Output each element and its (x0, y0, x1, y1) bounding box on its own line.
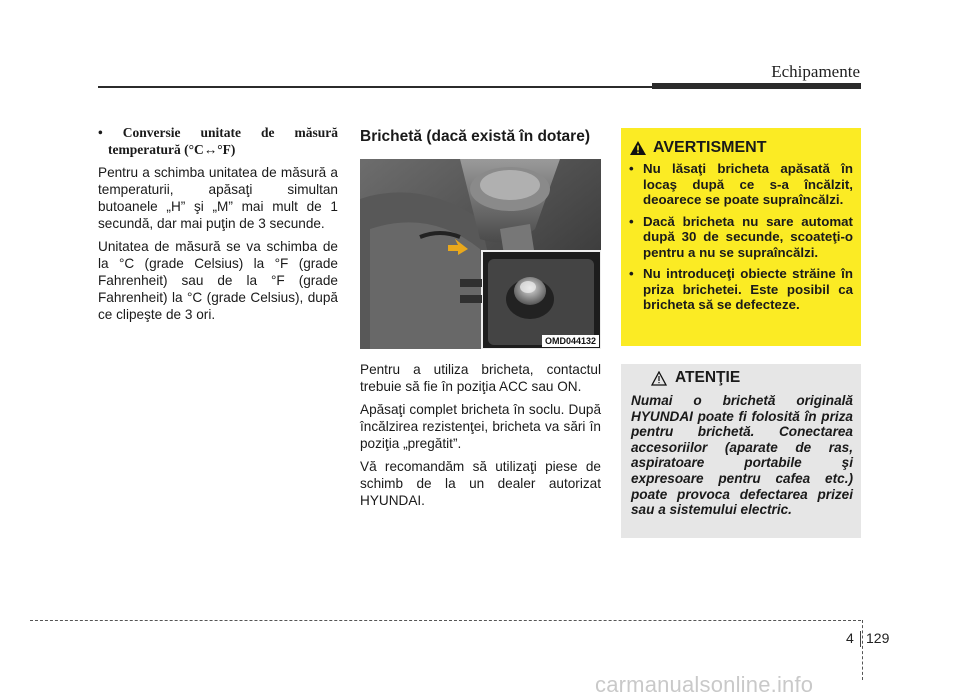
header-rule (98, 86, 861, 88)
page-number: 129 (866, 630, 890, 646)
warning-item-text: Dacă bricheta nu sare automat după 30 de secunde, scoateţi-o pentru a nu se supraîncălzi. (643, 213, 853, 260)
paragraph: Apăsaţi complet bricheta în soclu. După încălzirea rezistenţei, bricheta va sări în poziţia „pregătit”. (360, 402, 601, 451)
bullet: • (629, 266, 634, 281)
warning-item (629, 266, 853, 313)
watermark: carmanualsonline.info (595, 672, 814, 697)
cigarette-lighter-photo (360, 159, 601, 349)
caution-heading (631, 369, 853, 387)
left-column (98, 124, 338, 329)
warning-heading (629, 139, 853, 157)
warning-title: AVERTISMENT (653, 139, 767, 156)
section-heading: Brichetă (dacă există în dotare) (360, 128, 590, 145)
footer-rule (30, 620, 861, 621)
warning-triangle-icon (629, 140, 647, 156)
section-title: Echipamente (771, 62, 860, 81)
bullet-heading: • Conversie unitate de măsură (98, 125, 338, 140)
warning-item (629, 214, 853, 261)
caution-box (621, 364, 861, 538)
page-number-separator (860, 631, 861, 647)
warning-item (629, 161, 853, 208)
footer-divider (862, 620, 863, 680)
caution-title: ATENŢIE (675, 369, 741, 386)
warning-item-text: Nu introduceţi obiecte străine în priza brichetei. Este posibil ca bricheta să se defecteze. (643, 266, 853, 312)
chapter-number: 4 (846, 630, 854, 646)
paragraph: Vă recomandăm să utilizaţi piese de schimb de la un dealer autorizat HYUNDAI. (360, 459, 601, 508)
console-illustration (360, 159, 601, 349)
paragraph: Unitatea de măsură se va schimba de la °C (grade Celsius) la °F (grade Fahrenheit) sau de la °F (grade Fahrenheit) la °C (grade Celsius), după ce clipeşte de 3 ori. (98, 239, 338, 322)
bullet-heading-continued: temperatură (°C↔°F) (108, 142, 236, 157)
paragraph: Pentru a schimba unitatea de măsură a temperaturii, apăsaţi simultan butoanele „H” şi „M” mai mult de 1 secundă, dar mai puţin de 3 secunde. (98, 165, 338, 231)
bullet: • (629, 213, 634, 229)
caution-triangle-icon (651, 371, 667, 386)
warning-item-text: Nu lăsaţi bricheta apăsată în locaş după ce s-a încălzit, deoarece se poate supraîncălzi. (643, 161, 853, 207)
middle-column (360, 128, 601, 515)
paragraph: Pentru a utiliza bricheta, contactul trebuie să fie în poziţia ACC sau ON. (360, 362, 601, 394)
caution-text: Numai o brichetă originală HYUNDAI poate fi folosită în priza pentru brichetă. Conectarea accesoriilor (aparate de ras, aspiratoare portabile şi expresoare pentru cafea etc.) poate provoca defectarea prizei sau a sistemului electric. (631, 393, 853, 518)
warning-box (621, 128, 861, 346)
bullet: • (629, 161, 634, 176)
image-code: OMD044132 (542, 335, 599, 347)
